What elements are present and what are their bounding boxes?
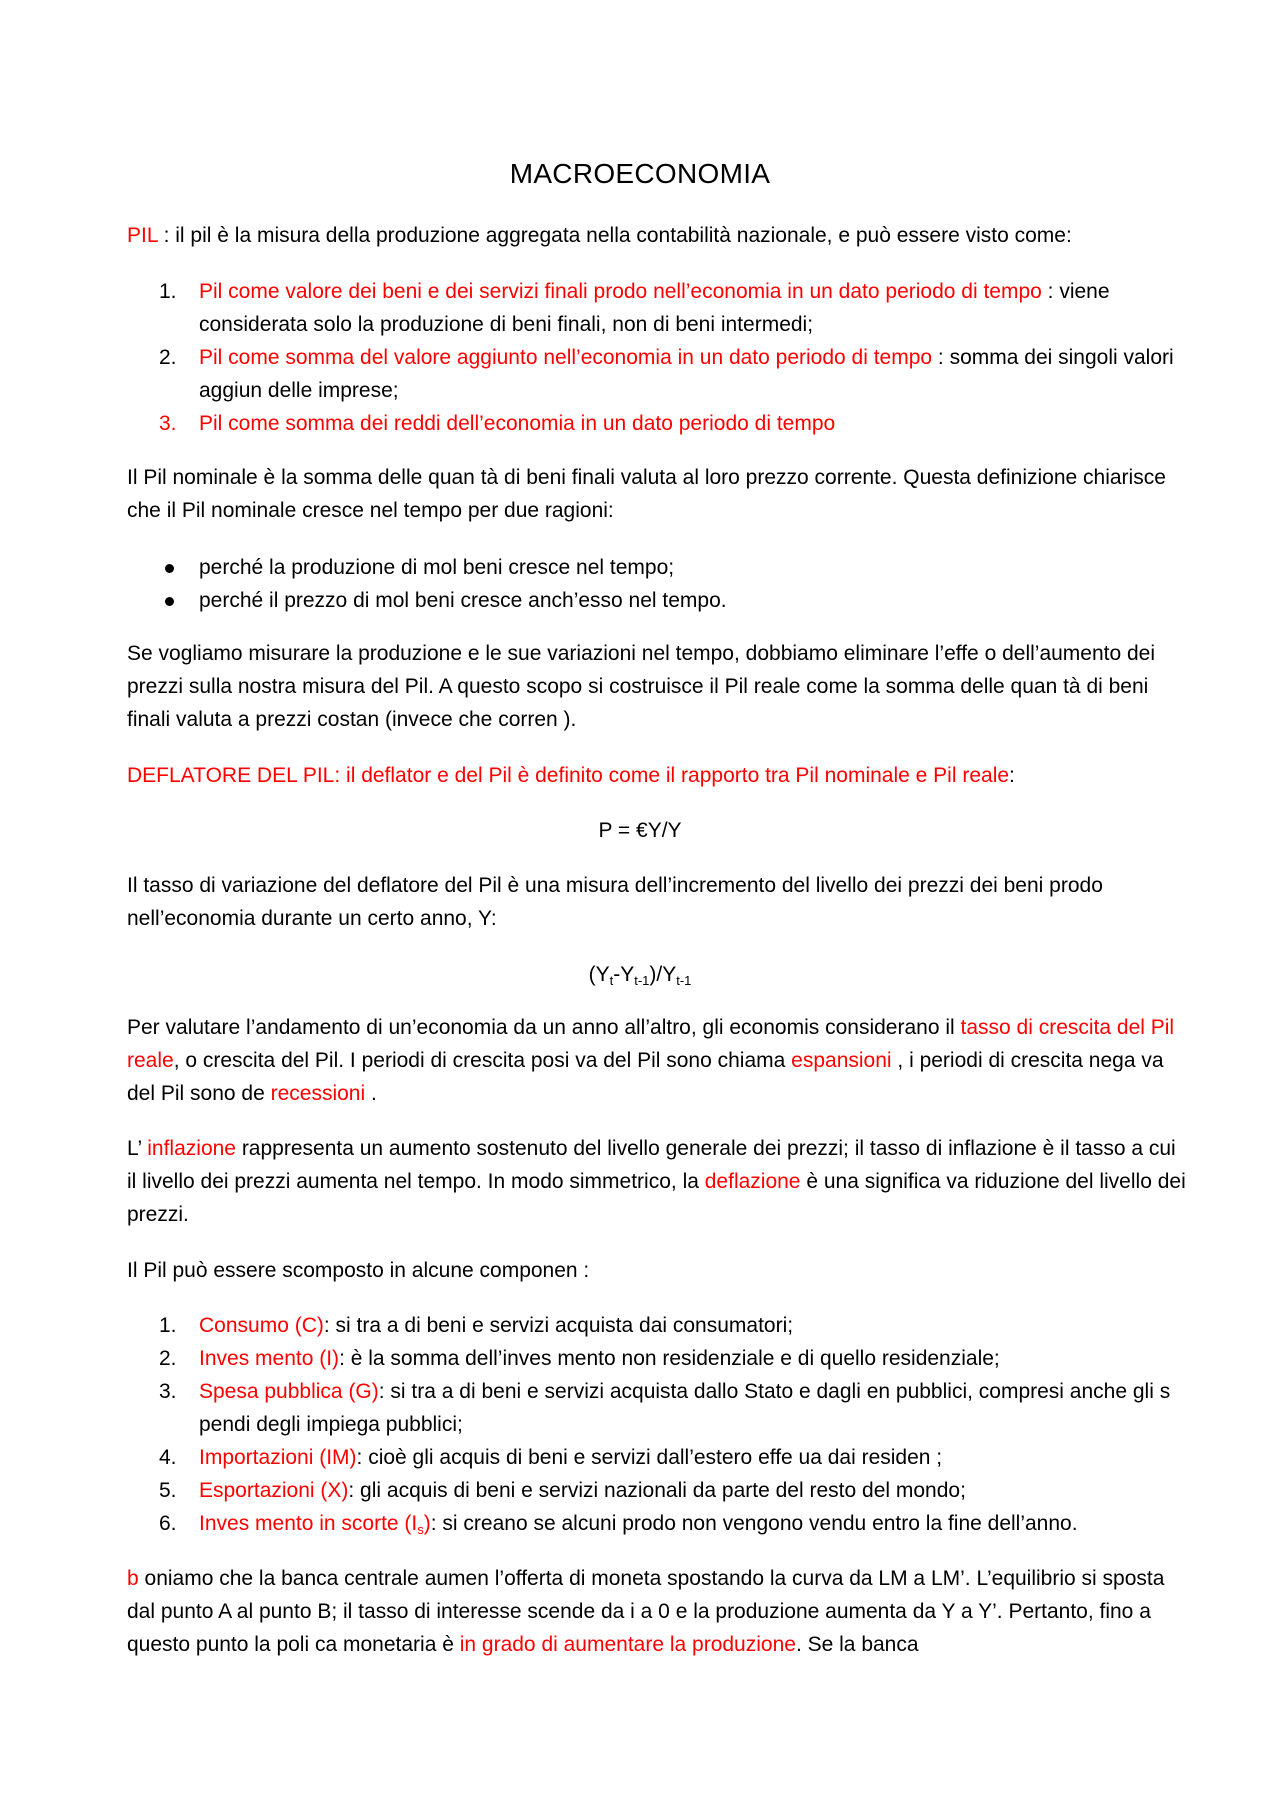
list-item	[127, 1342, 1187, 1375]
list-number: 3.	[159, 412, 177, 435]
deflatore-colon: :	[1009, 764, 1015, 787]
list-item-subscript: s	[417, 1522, 424, 1537]
list-item	[127, 1309, 1187, 1342]
list-number: 6.	[159, 1512, 177, 1535]
bullet-icon	[165, 564, 174, 573]
list-item-text: : si creano se alcuni prodo non vengono vendu entro la fine dell’anno.	[430, 1512, 1078, 1535]
highlight-term: inflazione	[147, 1137, 236, 1160]
list-item-title: Pil come somma del valore aggiunto nell’economia in un dato periodo di tempo	[199, 346, 933, 369]
formula-part: )/Y	[649, 963, 677, 986]
formula-subscript: t	[609, 973, 614, 988]
componenti-list	[127, 1309, 1187, 1540]
list-item-title: Inves mento (I)	[199, 1347, 340, 1370]
pil-label: PIL	[127, 224, 158, 247]
list-item-text: : gli acquis di beni e servizi nazionali da parte del resto del mondo;	[348, 1479, 966, 1502]
list-number: 1.	[159, 1314, 177, 1337]
highlight-term: deflazione	[704, 1170, 801, 1193]
list-item-title: Consumo (C)	[199, 1314, 324, 1337]
list-item-text: : si tra a di beni e servizi acquista dallo Stato e dagli en pubblici, compresi anche gli s pendi degli impiega pubblici;	[199, 1380, 1171, 1436]
list-item-text: : somma dei singoli valori aggiun delle imprese;	[199, 346, 1174, 402]
list-item-title: Inves mento in scorte (I	[199, 1512, 418, 1535]
list-number: 2.	[159, 1347, 177, 1370]
highlight-term: espansioni	[791, 1049, 892, 1072]
deflatore-paragraph	[127, 759, 1187, 792]
list-item	[127, 1507, 1187, 1540]
paragraph-text: .	[365, 1082, 377, 1105]
componenti-intro: Il Pil può essere scomposto in alcune componen :	[127, 1259, 590, 1282]
list-item-text: : viene considerata solo la produzione di beni finali, non di beni intermedi;	[199, 280, 1110, 336]
tasso-paragraph: Il tasso di variazione del deflatore del Pil è una misura dell’incremento del livello dei prezzi dei beni prodo nell’economia durante un certo anno, Y:	[127, 874, 1103, 930]
list-item	[127, 1375, 1187, 1441]
list-item-text: : cioè gli acquis di beni e servizi dall’estero effe ua dai residen ;	[356, 1446, 943, 1469]
list-number: 4.	[159, 1446, 177, 1469]
ragioni-list	[127, 551, 1187, 617]
list-item-text: : si tra a di beni e servizi acquista dai consumatori;	[323, 1314, 794, 1337]
paragraph-text: L’	[127, 1137, 148, 1160]
crescita-paragraph	[127, 1011, 1187, 1110]
list-number: 2.	[159, 346, 177, 369]
bullet-text: perché la produzione di mol beni cresce nel tempo;	[199, 556, 675, 579]
banca-paragraph	[127, 1562, 1187, 1661]
list-item	[127, 551, 1187, 584]
paragraph-text: oniamo che la banca centrale aumen l’offerta di moneta spostando la curva da LM a LM’. L’equilibrio si sposta dal punto A al punto B; il tasso di interesse scende da i a 0 e la produzione aumenta da Y a Y’. Pertanto, fino a questo punto la poli ca monetaria è	[127, 1567, 1165, 1656]
list-item-text: : è la somma dell’inves mento non residenziale e di quello residenziale;	[339, 1347, 1000, 1370]
formula-subscript: t-1	[634, 973, 650, 988]
list-item-title: Importazioni (IM)	[199, 1446, 357, 1469]
list-item	[127, 1474, 1187, 1507]
paragraph-text: , o crescita del Pil. I periodi di crescita posi va del Pil sono chiama	[173, 1049, 792, 1072]
pil-definition: : il pil è la misura della produzione aggregata nella contabilità nazionale, e può essere visto come:	[157, 224, 1072, 247]
highlight-term: b	[127, 1567, 139, 1590]
list-item	[127, 584, 1187, 617]
list-item	[127, 341, 1187, 407]
list-item	[127, 407, 1187, 440]
formula-subscript: t-1	[676, 973, 692, 988]
paragraph-text: Per valutare l’andamento di un’economia da un anno all’altro, gli economis considerano il	[127, 1016, 961, 1039]
paragraph-text: . Se la banca	[795, 1633, 919, 1656]
highlight-term: recessioni	[270, 1082, 366, 1105]
list-item-title: Esportazioni (X)	[199, 1479, 349, 1502]
highlight-term: tasso di crescita del Pil reale	[127, 1016, 1175, 1072]
paragraph-text: rappresenta un aumento sostenuto del livello generale dei prezzi; il tasso di inflazione è il tasso a cui il livello dei prezzi aumenta nel tempo. In modo simmetrico, la	[127, 1137, 1176, 1193]
list-item-title: Pil come valore dei beni e dei servizi finali prodo nell’economia in un dato periodo di tempo	[199, 280, 1042, 303]
bullet-icon	[165, 597, 174, 606]
list-number: 1.	[159, 280, 177, 303]
list-item	[127, 1441, 1187, 1474]
formula-part: (Y	[588, 963, 610, 986]
highlight-term: in grado di aumentare la produzione	[459, 1633, 796, 1656]
page-title: MACROECONOMIA	[509, 158, 771, 189]
paragraph-text: è una significa va riduzione del livello dei prezzi.	[127, 1170, 1186, 1226]
deflatore-label: DEFLATORE DEL PIL	[127, 764, 335, 787]
list-item-title-end: )	[423, 1512, 431, 1535]
deflatore-definition: : il deflator e del Pil è definito come il rapporto tra Pil nominale e Pil reale	[334, 764, 1010, 787]
deflatore-formula: P = €Y/Y	[598, 819, 682, 842]
paragraph-text: , i periodi di crescita nega va del Pil sono de	[127, 1049, 1164, 1105]
bullet-text: perché il prezzo di mol beni cresce anch’esso nel tempo.	[199, 589, 727, 612]
list-item-title: Pil come somma dei reddi dell’economia in un dato periodo di tempo	[199, 412, 836, 435]
list-number: 5.	[159, 1479, 177, 1502]
inflazione-paragraph	[127, 1132, 1187, 1231]
list-item	[127, 275, 1187, 341]
pil-paragraph	[127, 219, 1187, 252]
pil-reale-paragraph: Se vogliamo misurare la produzione e le sue variazioni nel tempo, dobbiamo eliminare l’effe o dell’aumento dei prezzi sulla nostra misura del Pil. A questo scopo si costruisce il Pil reale come la somma delle quan tà di beni finali valuta a prezzi costan (invece che corren ).	[127, 642, 1156, 731]
formula-part: -Y	[613, 963, 635, 986]
list-item-title: Spesa pubblica (G)	[199, 1380, 379, 1403]
tasso-formula	[0, 958, 1280, 991]
pil-nominale-paragraph: Il Pil nominale è la somma delle quan tà di beni finali valuta al loro prezzo corrente. Questa definizione chiarisce che il Pil nominale cresce nel tempo per due ragioni:	[127, 466, 1166, 522]
pil-definitions-list	[127, 275, 1187, 440]
list-number: 3.	[159, 1380, 177, 1403]
